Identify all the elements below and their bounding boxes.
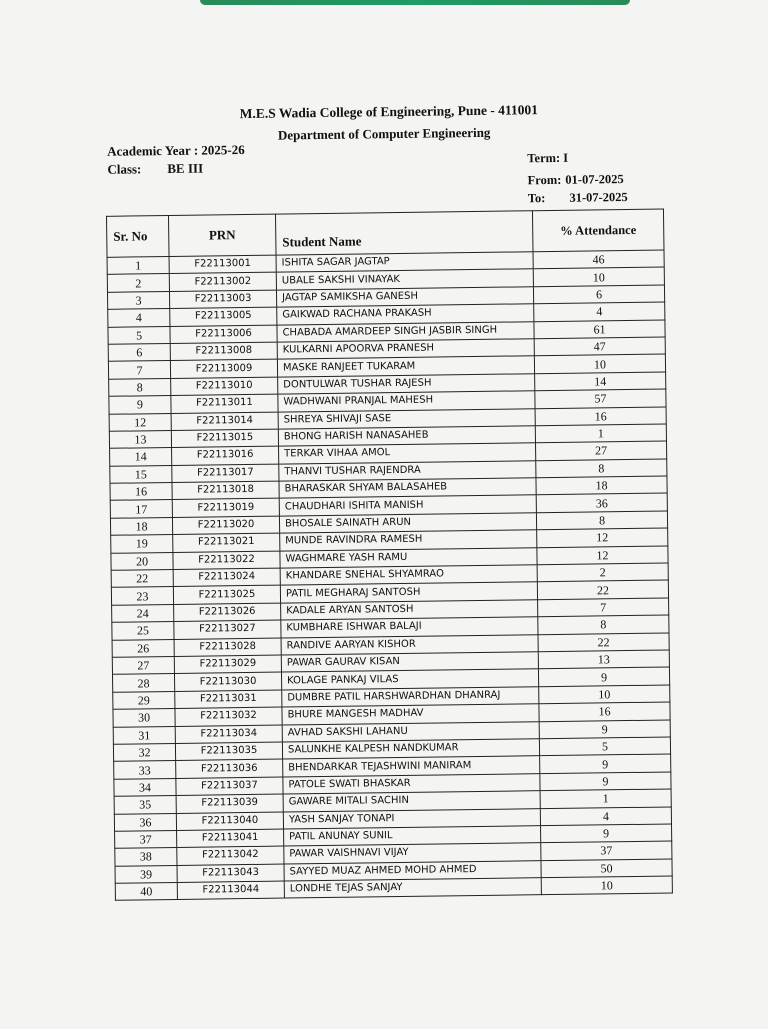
sr-no-cell: 40: [115, 883, 177, 901]
to-label: To:: [527, 191, 546, 206]
student-name-cell: BHARASKAR SHYAM BALASAHEB: [279, 478, 536, 499]
prn-cell: F22113022: [173, 551, 280, 570]
sr-no-cell: 36: [114, 813, 176, 831]
prn-cell: F22113025: [173, 585, 280, 604]
prn-cell: F22113037: [176, 777, 283, 796]
prn-cell: F22113003: [169, 290, 276, 309]
attendance-cell: 1: [535, 424, 666, 443]
column-header-prn: PRN: [168, 214, 276, 256]
attendance-cell: 5: [539, 737, 670, 756]
attendance-cell: 9: [538, 667, 669, 686]
student-name-cell: PATIL ANUNAY SUNIL: [284, 826, 541, 847]
student-name-cell: RANDIVE AARYAN KISHOR: [281, 634, 538, 655]
attendance-cell: 61: [534, 320, 665, 339]
student-name-cell: AVHAD SAKSHI LAHANU: [282, 721, 539, 742]
student-name-cell: GAIKWAD RACHANA PRAKASH: [277, 304, 534, 325]
attendance-cell: 9: [540, 754, 671, 773]
prn-cell: F22113016: [172, 446, 279, 465]
prn-cell: F22113041: [177, 829, 284, 848]
student-name-cell: PAWAR GAURAV KISAN: [281, 652, 538, 673]
class-line: [107, 161, 203, 178]
attendance-cell: 10: [541, 876, 672, 895]
attendance-cell: 12: [537, 528, 668, 547]
prn-cell: F22113034: [175, 725, 282, 744]
attendance-cell: 8: [536, 459, 667, 478]
attendance-cell: 47: [534, 337, 665, 356]
column-header-sr-no: Sr. No: [106, 216, 169, 258]
prn-cell: F22113018: [172, 481, 279, 500]
prn-cell: F22113040: [176, 812, 283, 831]
attendance-cell: 4: [534, 302, 665, 321]
sr-no-cell: 37: [115, 830, 177, 848]
sr-no-cell: 6: [108, 343, 170, 361]
sr-no-cell: 19: [111, 535, 173, 553]
prn-cell: F22113043: [177, 864, 284, 883]
attendance-cell: 50: [541, 859, 672, 878]
prn-cell: F22113027: [174, 620, 281, 639]
academic-year: Academic Year : 2025-26: [107, 142, 245, 159]
student-name-cell: PATOLE SWATI BHASKAR: [283, 773, 540, 794]
attendance-cell: 2: [537, 563, 668, 582]
student-name-cell: LONDHE TEJAS SANJAY: [284, 878, 541, 899]
to-line: [528, 190, 628, 206]
student-name-cell: WAGHMARE YASH RAMU: [280, 547, 537, 568]
sr-no-cell: 38: [115, 848, 177, 866]
sr-no-cell: 26: [112, 639, 174, 657]
attendance-cell: 10: [533, 267, 664, 286]
prn-cell: F22113028: [174, 638, 281, 657]
attendance-cell: 7: [538, 598, 669, 617]
prn-cell: F22113031: [175, 690, 282, 709]
sr-no-cell: 29: [113, 691, 175, 709]
sr-no-cell: 15: [110, 465, 172, 483]
student-name-cell: MUNDE RAVINDRA RAMESH: [280, 530, 537, 551]
prn-cell: F22113008: [170, 342, 277, 361]
sr-no-cell: 17: [110, 500, 172, 518]
sr-no-cell: 39: [115, 865, 177, 883]
sr-no-cell: 28: [112, 674, 174, 692]
attendance-cell: 16: [535, 407, 666, 426]
prn-cell: F22113006: [170, 325, 277, 344]
attendance-cell: 57: [535, 389, 666, 408]
student-name-cell: BHURE MANGESH MADHAV: [282, 704, 539, 725]
student-name-cell: PAWAR VAISHNAVI VIJAY: [284, 843, 541, 864]
sr-no-cell: 14: [110, 448, 172, 466]
prn-cell: F22113044: [177, 881, 284, 900]
sr-no-cell: 4: [108, 309, 170, 327]
attendance-cell: 22: [537, 580, 668, 599]
sr-no-cell: 5: [108, 326, 170, 344]
attendance-cell: 16: [539, 702, 670, 721]
sr-no-cell: 27: [112, 656, 174, 674]
student-name-cell: SALUNKHE KALPESH NANDKUMAR: [282, 739, 539, 760]
from-label: From:: [527, 172, 562, 188]
prn-cell: F22113009: [170, 359, 277, 378]
student-name-cell: BHOSALE SAINATH ARUN: [279, 513, 536, 534]
column-header-student-name: Student Name: [275, 211, 533, 255]
student-name-cell: YASH SANJAY TONAPI: [283, 808, 540, 829]
prn-cell: F22113036: [176, 759, 283, 778]
sr-no-cell: 18: [110, 517, 172, 535]
attendance-cell: 1: [540, 789, 671, 808]
student-name-cell: BHONG HARISH NANASAHEB: [278, 426, 535, 447]
student-name-cell: SAYYED MUAZ AHMED MOHD AHMED: [284, 860, 541, 881]
prn-cell: F22113015: [171, 429, 278, 448]
sr-no-cell: 22: [111, 570, 173, 588]
prn-cell: F22113024: [173, 568, 280, 587]
student-name-cell: DUMBRE PATIL HARSHWARDHAN DHANRAJ: [282, 686, 539, 707]
to-date: 31-07-2025: [569, 189, 628, 205]
attendance-cell: 46: [533, 250, 664, 269]
sr-no-cell: 23: [111, 587, 173, 605]
prn-cell: F22113020: [172, 516, 279, 535]
student-name-cell: PATIL MEGHARAJ SANTOSH: [280, 582, 537, 603]
attendance-cell: 8: [536, 511, 667, 530]
sr-no-cell: 3: [107, 291, 169, 309]
prn-cell: F22113029: [174, 655, 281, 674]
sr-no-cell: 24: [112, 604, 174, 622]
sr-no-cell: 13: [109, 430, 171, 448]
student-name-cell: DONTULWAR TUSHAR RAJESH: [278, 373, 535, 394]
sr-no-cell: 31: [113, 726, 175, 744]
attendance-cell: 12: [537, 546, 668, 565]
sr-no-cell: 12: [109, 413, 171, 431]
attendance-cell: 8: [538, 615, 669, 634]
attendance-cell: 9: [539, 720, 670, 739]
prn-cell: F22113042: [177, 846, 284, 865]
attendance-cell: 9: [541, 824, 672, 843]
column-header-attendance: % Attendance: [532, 209, 664, 252]
prn-cell: F22113017: [172, 464, 279, 483]
department-name: Department of Computer Engineering: [277, 124, 491, 143]
sr-no-cell: 20: [111, 552, 173, 570]
attendance-cell: 13: [538, 650, 669, 669]
sr-no-cell: 9: [109, 396, 171, 414]
student-name-cell: UBALE SAKSHI VINAYAK: [276, 269, 533, 290]
sr-no-cell: 16: [110, 483, 172, 501]
student-name-cell: KADALE ARYAN SANTOSH: [281, 600, 538, 621]
sr-no-cell: 2: [107, 274, 169, 292]
term: Term: I: [527, 150, 569, 166]
sr-no-cell: 30: [113, 709, 175, 727]
attendance-cell: 10: [539, 685, 670, 704]
student-name-cell: GAWARE MITALI SACHIN: [283, 791, 540, 812]
sr-no-cell: 34: [114, 778, 176, 796]
table-header-row: [106, 209, 663, 257]
prn-cell: F22113019: [172, 499, 279, 518]
prn-cell: F22113001: [169, 255, 276, 274]
student-name-cell: KULKARNI APOORVA PRANESH: [277, 339, 534, 360]
attendance-cell: 9: [540, 772, 671, 791]
student-name-cell: TERKAR VIHAA AMOL: [279, 443, 536, 464]
from-date: 01-07-2025: [565, 172, 624, 187]
sr-no-cell: 25: [112, 622, 174, 640]
prn-cell: F22113021: [173, 533, 280, 552]
prn-cell: F22113002: [169, 272, 276, 291]
student-name-cell: SHREYA SHIVAJI SASE: [278, 408, 535, 429]
sr-no-cell: 1: [107, 257, 169, 275]
student-name-cell: BHENDARKAR TEJASHWINI MANIRAM: [283, 756, 540, 777]
student-name-cell: ISHITA SAGAR JAGTAP: [276, 252, 533, 273]
attendance-cell: 22: [538, 633, 669, 652]
from-line: [527, 172, 623, 188]
student-name-cell: JAGTAP SAMIKSHA GANESH: [276, 287, 533, 308]
student-name-cell: WADHWANI PRANJAL MAHESH: [278, 391, 535, 412]
attendance-cell: 18: [536, 476, 667, 495]
student-name-cell: CHAUDHARI ISHITA MANISH: [279, 495, 536, 516]
sr-no-cell: 7: [108, 361, 170, 379]
student-name-cell: KOLAGE PANKAJ VILAS: [281, 669, 538, 690]
prn-cell: F22113010: [171, 377, 278, 396]
class-label: Class:: [107, 161, 142, 177]
student-name-cell: THANVI TUSHAR RAJENDRA: [279, 460, 536, 481]
attendance-cell: 37: [541, 841, 672, 860]
sr-no-cell: 32: [113, 743, 175, 761]
prn-cell: F22113026: [174, 603, 281, 622]
prn-cell: F22113035: [175, 742, 282, 761]
prn-cell: F22113005: [170, 307, 277, 326]
sr-no-cell: 35: [114, 796, 176, 814]
attendance-cell: 14: [535, 372, 666, 391]
student-name-cell: CHABADA AMARDEEP SINGH JASBIR SINGH: [277, 321, 534, 342]
attendance-cell: 4: [540, 806, 671, 825]
attendance-cell: 27: [536, 441, 667, 460]
prn-cell: F22113014: [171, 412, 278, 431]
attendance-table: [106, 209, 673, 902]
student-name-cell: KUMBHARE ISHWAR BALAJI: [281, 617, 538, 638]
attendance-cell: 10: [534, 354, 665, 373]
student-name-cell: KHANDARE SNEHAL SHYAMRAO: [280, 565, 537, 586]
student-name-cell: MASKE RANJEET TUKARAM: [277, 356, 534, 377]
sr-no-cell: 33: [114, 761, 176, 779]
attendance-cell: 36: [536, 493, 667, 512]
prn-cell: F22113032: [175, 707, 282, 726]
prn-cell: F22113030: [174, 672, 281, 691]
prn-cell: F22113011: [171, 394, 278, 413]
class-value: BE III: [167, 160, 204, 177]
prn-cell: F22113039: [176, 794, 283, 813]
college-name: M.E.S Wadia College of Engineering, Pune - 411001: [239, 102, 539, 122]
attendance-cell: 6: [533, 285, 664, 304]
sr-no-cell: 8: [109, 378, 171, 396]
